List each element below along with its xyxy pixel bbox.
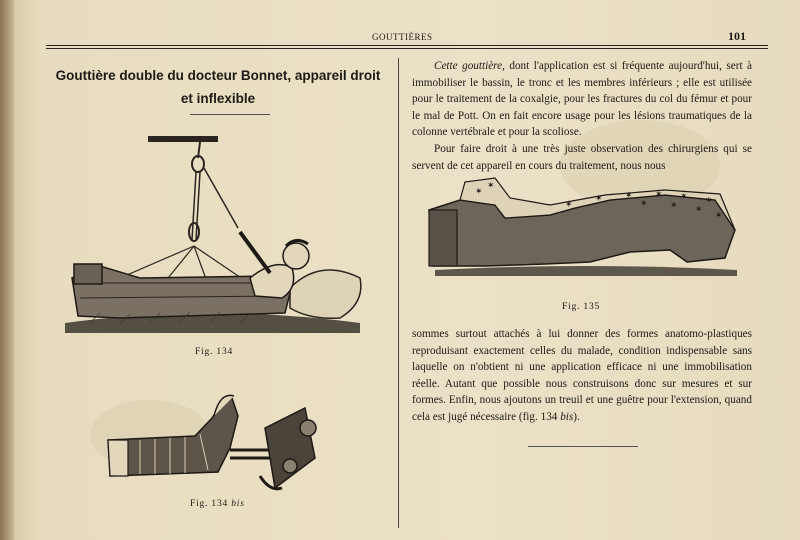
svg-text:✶: ✶ (680, 192, 688, 202)
figure-134-caption: Fig. 134 (195, 347, 234, 357)
figure-134bis-caption-prefix: Fig. 134 (190, 499, 232, 509)
svg-text:✶: ✶ (705, 196, 713, 206)
paragraph-1-italic-lead: Cette gouttière, (434, 60, 505, 72)
book-gutter (0, 0, 14, 540)
svg-text:✶: ✶ (625, 191, 633, 201)
header-rule (46, 45, 768, 46)
traction-gaiter-winch-illustration (100, 388, 330, 496)
paragraph-1-rest: dont l'application est si fréquente aujourd'hui, sert à immobiliser le bassin, le tronc et les membres inférieurs ; elle est utilisée pour le traitement de la coxalgie, pour les fractures du col du fémur et pour le mal de Pott. On en fait encore usage pour les lésions traumatiques de la colonne vertébrale et pour la scoliose. (412, 60, 752, 139)
figure-135-caption: Fig. 135 (562, 302, 601, 312)
end-rule (528, 446, 638, 447)
paragraph-3-main: sommes surtout attachés à lui donner des formes anatomo-plastiques reproduisant exactement celles du malade, condition indispensable sans laquelle on n'obtient ni une application efficace ni une immobilisation réelle. Autant que possible nous construisons donc sur mesures et sur formes. Enfin, nous ajoutons un treuil et une guêtre pour l'extension, quand cela est jugé nécessaire ( (412, 328, 752, 423)
paragraph-1 (412, 58, 752, 141)
paragraph-2: Pour faire droit à une très juste observation des chirurgiens qui se servent de cet appareil en cours du traitement, nous nous (412, 142, 752, 172)
figure-134bis-caption (190, 499, 245, 509)
figure-134bis-caption-suffix: bis (231, 499, 245, 509)
svg-text:✶: ✶ (475, 187, 483, 197)
double-splint-gutter-illustration (425, 170, 745, 285)
header-rule (46, 48, 768, 49)
svg-text:✶: ✶ (655, 190, 663, 200)
svg-text:✶: ✶ (640, 199, 648, 209)
running-head: GOUTTIÈRES (372, 32, 433, 42)
svg-text:✶: ✶ (670, 201, 678, 211)
column-divider (398, 58, 399, 528)
paragraph-1-block (412, 58, 752, 174)
patient-in-splint-with-pulley-illustration (60, 128, 380, 338)
title-rule (190, 114, 270, 115)
paragraph-3-figref-italic: bis (560, 410, 574, 423)
svg-text:✶: ✶ (487, 181, 495, 191)
paragraph-3-figref: fig. 134 (522, 410, 561, 423)
svg-text:✶: ✶ (595, 194, 603, 204)
svg-text:✶: ✶ (695, 205, 703, 215)
svg-text:✶: ✶ (565, 200, 573, 210)
svg-text:✶: ✶ (715, 211, 723, 221)
paragraph-3-end: ). (573, 410, 580, 423)
page-number: 101 (728, 29, 746, 43)
section-title: Gouttière double du docteur Bonnet, appareil droit et inflexible (55, 68, 381, 106)
paragraph-3 (412, 326, 752, 426)
